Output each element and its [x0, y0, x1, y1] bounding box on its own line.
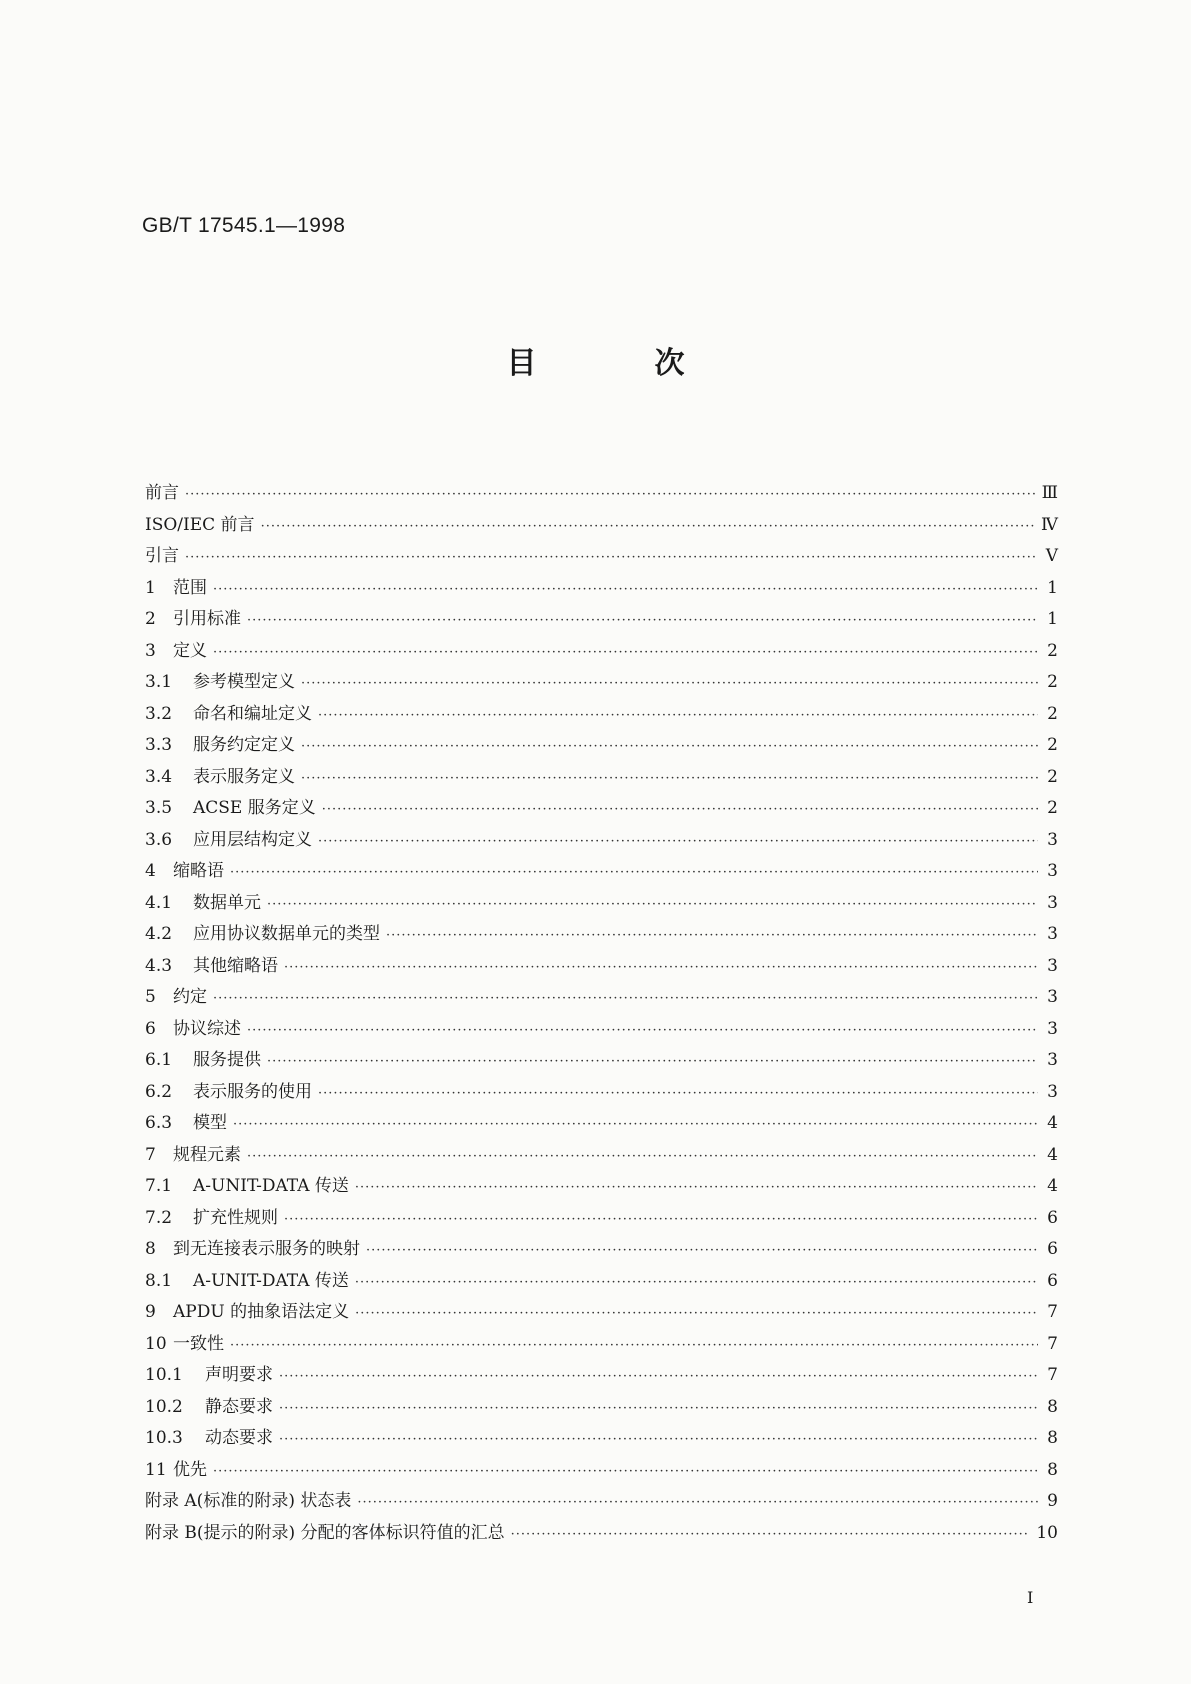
toc-leader-dots [386, 928, 1038, 943]
toc-leader-dots [511, 1527, 1031, 1542]
toc-entry[interactable] [145, 636, 1058, 668]
toc-leader-dots [267, 1054, 1038, 1069]
toc-entry-label: 命名和编址定义 [193, 703, 312, 724]
toc-entry-label: ACSE 服务定义 [193, 798, 316, 818]
toc-entry-number: 4.2 [145, 924, 173, 944]
toc-entry[interactable] [145, 1140, 1058, 1172]
toc-entry-page: 6 [1047, 1239, 1058, 1259]
toc-leader-dots [318, 834, 1038, 849]
toc-leader-dots [230, 865, 1038, 880]
toc-entry-page: 3 [1047, 955, 1058, 976]
toc-leader-dots [357, 1495, 1038, 1510]
toc-entry-page: 4 [1047, 1144, 1058, 1165]
footer-page-number: I [1027, 1588, 1034, 1607]
toc-entry-number: 10.2 [145, 1396, 183, 1417]
toc-entry[interactable] [145, 856, 1058, 888]
toc-entry-page: 7 [1047, 1302, 1058, 1322]
toc-leader-dots [301, 771, 1038, 786]
toc-entry-number: 11 [145, 1459, 167, 1480]
toc-leader-dots [318, 708, 1038, 723]
toc-entry-page: 7 [1047, 1365, 1058, 1385]
toc-entry-number: 3.3 [145, 735, 173, 755]
toc-leader-dots [366, 1243, 1038, 1258]
toc-entry-label: ISO/IEC 前言 [145, 514, 255, 535]
toc-leader-dots [213, 991, 1038, 1006]
toc-entry[interactable] [145, 888, 1058, 920]
toc-entry[interactable] [145, 762, 1058, 794]
toc-entry-page: 3 [1047, 987, 1058, 1007]
toc-entry-page: 2 [1047, 766, 1058, 787]
toc-entry-number: 7 [145, 1144, 156, 1165]
toc-leader-dots [230, 1338, 1038, 1353]
toc-entry-label: 参考模型定义 [193, 672, 295, 692]
toc-entry[interactable] [145, 1108, 1058, 1140]
toc-entry-label: 引言 [145, 546, 179, 566]
toc-entry-page: 4 [1047, 1113, 1058, 1133]
toc-leader-dots [247, 1149, 1038, 1164]
toc-entry-page: 1 [1047, 577, 1058, 598]
toc-entry[interactable] [145, 825, 1058, 857]
toc-entry-number: 8.1 [145, 1270, 173, 1291]
toc-entry-page: 6 [1047, 1270, 1058, 1291]
toc-entry-page: 10 [1036, 1522, 1058, 1543]
toc-entry-page: 1 [1047, 609, 1058, 629]
toc-entry-label: 声明要求 [205, 1365, 273, 1385]
toc-entry-number: 8 [145, 1239, 156, 1259]
toc-entry-page: 3 [1047, 892, 1058, 913]
toc-entry[interactable] [145, 1360, 1058, 1392]
toc-entry[interactable] [145, 573, 1058, 605]
toc-entry[interactable] [145, 541, 1058, 573]
toc-entry-label: 优先 [173, 1459, 207, 1480]
toc-entry-label: 协议综述 [173, 1018, 241, 1039]
toc-entry-page: 3 [1047, 861, 1058, 881]
document-code: GB/T 17545.1—1998 [142, 214, 346, 237]
toc-entry-label: 表示服务定义 [193, 766, 295, 787]
toc-entry-number: 3.5 [145, 798, 173, 818]
toc-leader-dots [185, 550, 1038, 565]
toc-entry[interactable] [145, 1077, 1058, 1109]
toc-entry-number: 3.2 [145, 703, 173, 724]
toc-entry-label: 附录 B(提示的附录) 分配的客体标识符值的汇总 [145, 1522, 505, 1543]
toc-entry-label: APDU 的抽象语法定义 [173, 1302, 350, 1322]
toc-entry-label: A-UNIT-DATA 传送 [193, 1270, 349, 1291]
toc-leader-dots [261, 519, 1035, 534]
toc-leader-dots [355, 1275, 1038, 1290]
toc-leader-dots [355, 1180, 1038, 1195]
toc-title-right: 次 [654, 346, 685, 381]
toc-entry-number: 4.1 [145, 892, 173, 913]
toc-entry-number: 7.2 [145, 1207, 173, 1228]
toc-entry-page: 7 [1047, 1333, 1058, 1354]
toc-leader-dots [301, 676, 1038, 691]
toc-leader-dots [267, 897, 1038, 912]
toc-leader-dots [213, 582, 1038, 597]
toc-leader-dots [301, 739, 1038, 754]
toc-leader-dots [185, 487, 1036, 502]
toc-entry-label: 其他缩略语 [193, 955, 278, 976]
toc-entry-label: 动态要求 [205, 1428, 273, 1448]
toc-entry-page: 3 [1047, 1018, 1058, 1039]
toc-entry-page: Ⅳ [1041, 514, 1058, 535]
toc-entry[interactable] [145, 1423, 1058, 1455]
toc-leader-dots [355, 1306, 1038, 1321]
toc-entry[interactable] [145, 1171, 1058, 1203]
toc-entry-page: 3 [1047, 924, 1058, 944]
toc-entry[interactable] [145, 730, 1058, 762]
toc-title [0, 338, 1191, 382]
toc-leader-dots [213, 1464, 1038, 1479]
toc-entry-page: 2 [1047, 735, 1058, 755]
toc-entry-label: 定义 [173, 640, 207, 661]
toc-entry-label: 服务约定定义 [193, 735, 295, 755]
toc-entry-label: 规程元素 [173, 1144, 241, 1165]
table-of-contents [145, 478, 1058, 1549]
toc-entry-label: 前言 [145, 483, 179, 503]
toc-entry-page: Ⅲ [1041, 483, 1058, 503]
toc-leader-dots [284, 1212, 1038, 1227]
toc-entry-label: 静态要求 [205, 1396, 273, 1417]
toc-entry[interactable] [145, 919, 1058, 951]
toc-entry-number: 3.1 [145, 672, 173, 692]
toc-entry-number: 3.6 [145, 829, 173, 850]
toc-entry-label: 引用标准 [173, 609, 241, 629]
toc-entry-label: 到无连接表示服务的映射 [173, 1239, 360, 1259]
toc-entry[interactable] [145, 1203, 1058, 1235]
toc-entry[interactable] [145, 951, 1058, 983]
toc-leader-dots [322, 802, 1038, 817]
toc-entry[interactable] [145, 1234, 1058, 1266]
toc-entry-number: 6.1 [145, 1050, 173, 1070]
toc-entry-label: 应用层结构定义 [193, 829, 312, 850]
toc-entry-number: 4 [145, 861, 156, 881]
toc-entry[interactable] [145, 1486, 1058, 1518]
toc-entry-number: 1 [145, 577, 156, 598]
toc-entry-page: Ⅴ [1045, 546, 1058, 566]
toc-leader-dots [247, 1023, 1038, 1038]
toc-entry-label: 数据单元 [193, 892, 261, 913]
toc-leader-dots [247, 613, 1038, 628]
toc-entry-page: 8 [1047, 1459, 1058, 1480]
toc-entry-number: 2 [145, 609, 156, 629]
toc-entry-page: 2 [1047, 640, 1058, 661]
toc-leader-dots [279, 1401, 1038, 1416]
toc-entry[interactable] [145, 1329, 1058, 1361]
toc-entry-number: 9 [145, 1302, 156, 1322]
toc-entry-label: 约定 [173, 987, 207, 1007]
toc-entry-label: 附录 A(标准的附录) 状态表 [145, 1491, 352, 1511]
toc-leader-dots [318, 1086, 1038, 1101]
toc-entry-page: 8 [1047, 1428, 1058, 1448]
toc-leader-dots [213, 645, 1038, 660]
toc-entry[interactable] [145, 510, 1058, 542]
toc-entry[interactable] [145, 1392, 1058, 1424]
toc-entry-label: 缩略语 [173, 861, 224, 881]
toc-entry-number: 6.3 [145, 1113, 173, 1133]
toc-entry-page: 2 [1047, 703, 1058, 724]
toc-entry-number: 4.3 [145, 955, 173, 976]
toc-entry[interactable] [145, 1266, 1058, 1298]
toc-entry[interactable] [145, 478, 1058, 510]
toc-entry-label: 范围 [173, 577, 207, 598]
toc-entry-label: 扩充性规则 [193, 1207, 278, 1228]
toc-entry-number: 3 [145, 640, 156, 661]
toc-leader-dots [279, 1432, 1038, 1447]
toc-entry-number: 10.3 [145, 1428, 183, 1448]
toc-entry-page: 2 [1047, 672, 1058, 692]
toc-entry-number: 10.1 [145, 1365, 183, 1385]
toc-title-left: 目 [506, 346, 537, 381]
toc-entry-label: 模型 [193, 1113, 227, 1133]
toc-entry-number: 6 [145, 1018, 156, 1039]
toc-entry-number: 10 [145, 1333, 167, 1354]
toc-entry[interactable] [145, 667, 1058, 699]
toc-entry-label: 服务提供 [193, 1050, 261, 1070]
toc-entry[interactable] [145, 793, 1058, 825]
toc-entry-page: 8 [1047, 1396, 1058, 1417]
toc-entry[interactable] [145, 699, 1058, 731]
toc-entry[interactable] [145, 1297, 1058, 1329]
toc-leader-dots [284, 960, 1038, 975]
toc-entry-page: 3 [1047, 1050, 1058, 1070]
toc-entry-label: 一致性 [173, 1333, 224, 1354]
toc-entry-number: 7.1 [145, 1176, 173, 1196]
toc-entry-label: 应用协议数据单元的类型 [193, 924, 380, 944]
toc-entry-page: 3 [1047, 829, 1058, 850]
toc-entry-page: 6 [1047, 1207, 1058, 1228]
toc-leader-dots [279, 1369, 1038, 1384]
toc-leader-dots [233, 1117, 1038, 1132]
toc-entry-page: 4 [1047, 1176, 1058, 1196]
toc-entry-label: A-UNIT-DATA 传送 [193, 1176, 349, 1196]
toc-entry[interactable] [145, 604, 1058, 636]
toc-entry-page: 9 [1047, 1491, 1058, 1511]
toc-entry[interactable] [145, 1518, 1058, 1550]
toc-entry[interactable] [145, 1455, 1058, 1487]
toc-entry-label: 表示服务的使用 [193, 1081, 312, 1102]
toc-entry[interactable] [145, 1014, 1058, 1046]
toc-entry-number: 5 [145, 987, 156, 1007]
toc-entry-page: 2 [1047, 798, 1058, 818]
toc-entry-page: 3 [1047, 1081, 1058, 1102]
toc-entry[interactable] [145, 982, 1058, 1014]
toc-entry-number: 6.2 [145, 1081, 173, 1102]
toc-entry-number: 3.4 [145, 766, 173, 787]
toc-entry[interactable] [145, 1045, 1058, 1077]
